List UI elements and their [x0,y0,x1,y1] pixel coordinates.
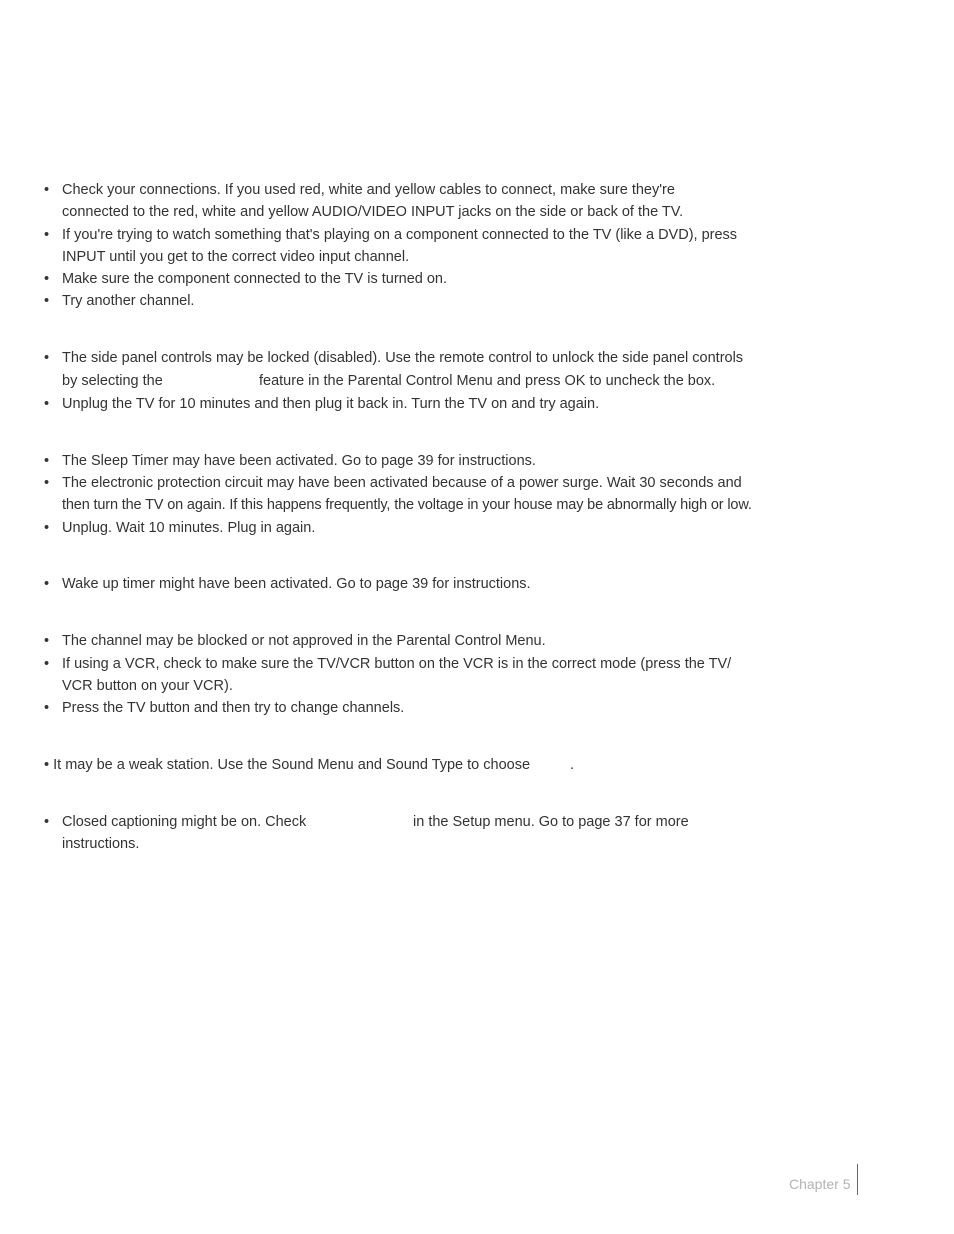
bullet: • [44,350,50,366]
bullet: • [44,396,50,412]
list-item-text: If using a VCR, check to make sure the TV/VCR button on the VCR is in the correct mode (press the TV/ [62,656,732,672]
bullet: • [44,293,50,309]
list-item-text: • It may be a weak station. Use the Sound Menu and Sound Type to choose [44,757,531,773]
list-item-text: If you're trying to watch something that's playing on a component connected to the TV (like a DVD), press [62,227,738,243]
bullet: • [44,271,50,287]
bullet: • [44,576,50,592]
bullet: • [44,453,50,469]
list-item-text: Closed captioning might be on. Check [62,814,307,830]
list-item-text: Unplug the TV for 10 minutes and then plug it back in. Turn the TV on and try again. [62,396,600,412]
bullet: • [44,633,50,649]
list-item-text: The electronic protection circuit may have been activated because of a power surge. Wait 30 seconds and [62,475,742,491]
list-item-text: then turn the TV on again. If this happens frequently, the voltage in your house may be abnormally high or low. [62,497,752,513]
list-item-text: The channel may be blocked or not approved in the Parental Control Menu. [62,633,546,649]
list-item-text: feature in the Parental Control Menu and press OK to uncheck the box. [259,373,716,389]
list-item-text: The Sleep Timer may have been activated. Go to page 39 for instructions. [62,453,536,469]
list-item-text: Check your connections. If you used red, white and yellow cables to connect, make sure they're [62,182,675,198]
list-item-text: Unplug. Wait 10 minutes. Plug in again. [62,520,316,536]
list-item-text: INPUT until you get to the correct video input channel. [62,249,410,265]
bullet: • [44,182,50,198]
list-item-text: The side panel controls may be locked (disabled). Use the remote control to unlock the side panel controls [62,350,744,366]
bullet: • [44,656,50,672]
list-item-text: VCR button on your VCR). [62,678,233,694]
bullet: • [44,700,50,716]
list-item-text: Press the TV button and then try to change channels. [62,700,405,716]
bullet: • [44,520,50,536]
bullet: • [44,475,50,491]
chapter-label: Chapter 5 [789,1176,851,1192]
list-item-text: instructions. [62,836,140,852]
list-item-text: Wake up timer might have been activated. Go to page 39 for instructions. [62,576,531,592]
footer-divider [857,1164,858,1195]
list-item-text: . [570,757,575,773]
list-item-text: in the Setup menu. Go to page 37 for more [413,814,689,830]
list-item-text: by selecting the [62,373,163,389]
bullet: • [44,814,50,830]
bullet: • [44,227,50,243]
list-item-text: Make sure the component connected to the TV is turned on. [62,271,448,287]
list-item-text: connected to the red, white and yellow AUDIO/VIDEO INPUT jacks on the side or back of the TV. [62,204,684,220]
list-item-text: Try another channel. [62,293,195,309]
